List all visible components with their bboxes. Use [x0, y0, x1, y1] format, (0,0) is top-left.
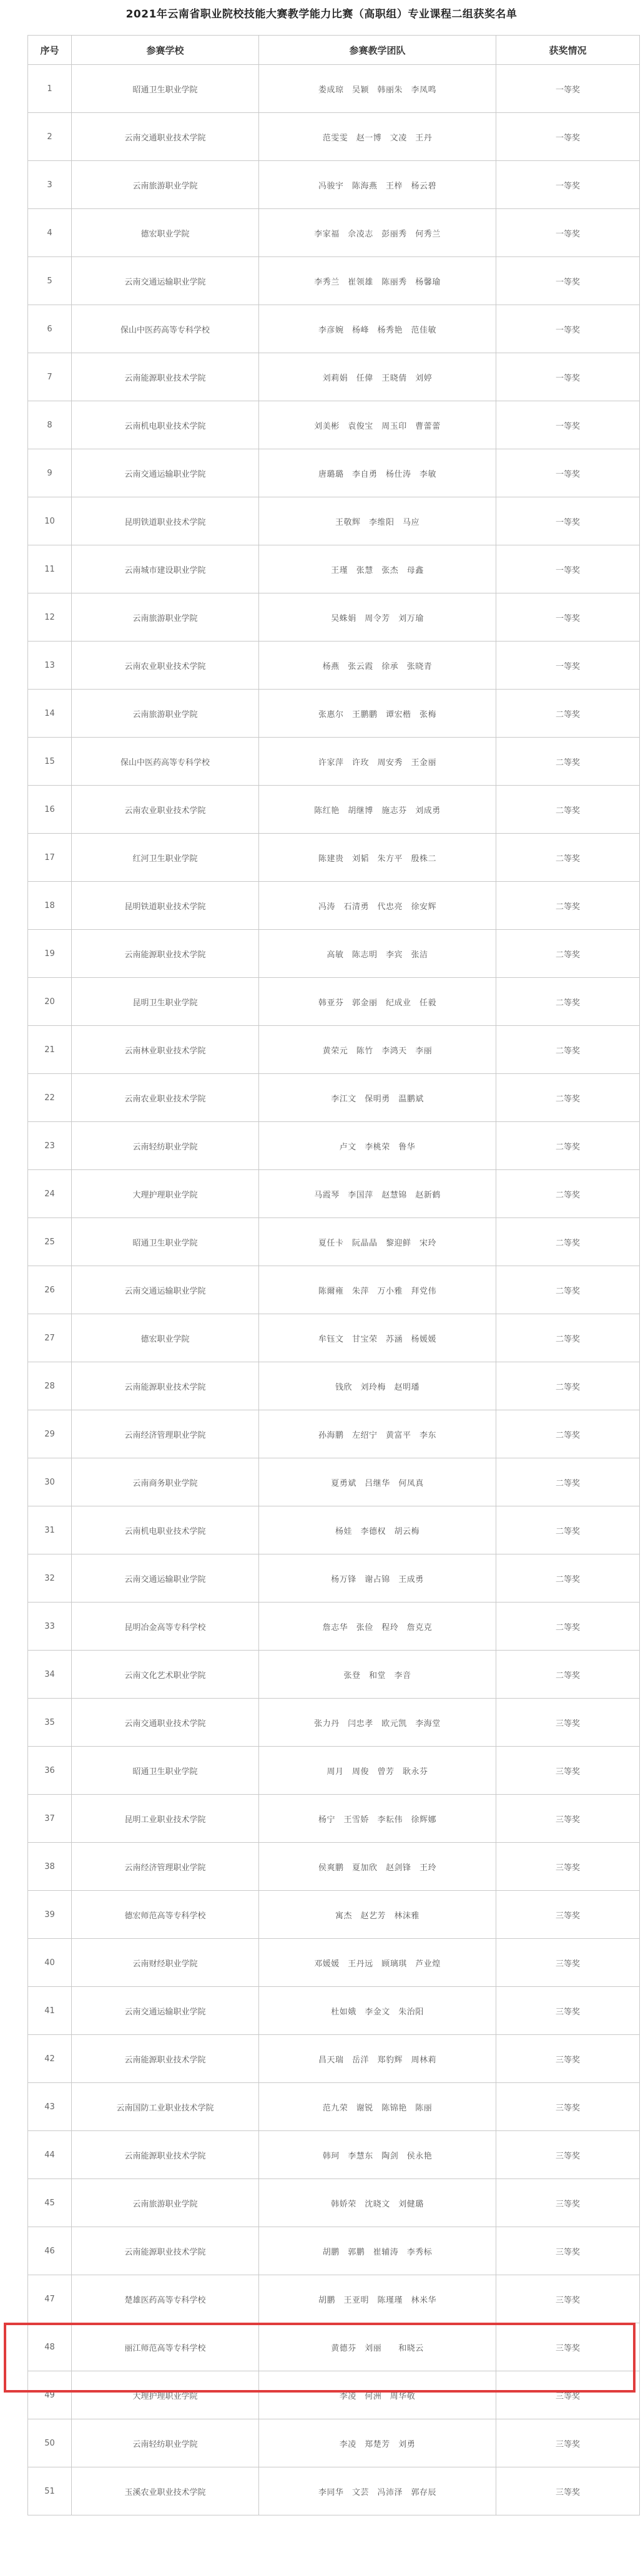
row-team: 王瑾 张慧 张杰 母鑫: [259, 545, 496, 593]
row-index: 13: [28, 642, 72, 690]
row-school: 昆明工业职业技术学院: [72, 1795, 259, 1843]
row-school: 云南机电职业技术学院: [72, 1506, 259, 1554]
row-school: 丽江师范高等专科学校: [72, 2323, 259, 2371]
row-index: 14: [28, 690, 72, 738]
row-school: 云南机电职业技术学院: [72, 401, 259, 449]
table-row: [28, 690, 640, 738]
row-index: 40: [28, 1939, 72, 1987]
row-team: 吴蛛娟 周令芳 刘万瑜: [259, 593, 496, 642]
row-school: 云南城市建设职业学院: [72, 545, 259, 593]
row-school: 云南能源职业技术学院: [72, 2227, 259, 2275]
table-row: [28, 786, 640, 834]
table-row: [28, 161, 640, 209]
row-index: 6: [28, 305, 72, 353]
row-index: 1: [28, 65, 72, 113]
row-team: 许家萍 许玫 周安秀 王金丽: [259, 738, 496, 786]
row-award: 三等奖: [496, 2419, 640, 2467]
row-school: 云南旅游职业学院: [72, 2179, 259, 2227]
table-row: [28, 1939, 640, 1987]
row-team: 刘美彬 袁俊宝 周玉印 曹蕾蕾: [259, 401, 496, 449]
row-index: 17: [28, 834, 72, 882]
row-award: 三等奖: [496, 1939, 640, 1987]
row-index: 50: [28, 2419, 72, 2467]
row-award: 二等奖: [496, 1026, 640, 1074]
row-team: 钱欣 刘玲梅 赵明璠: [259, 1362, 496, 1410]
table-row: [28, 2083, 640, 2131]
row-team: 杨燕 张云霞 徐承 张晓青: [259, 642, 496, 690]
table-row: [28, 1843, 640, 1891]
row-index: 22: [28, 1074, 72, 1122]
row-award: 一等奖: [496, 209, 640, 257]
row-award: 一等奖: [496, 161, 640, 209]
table-row: [28, 497, 640, 545]
table-row: [28, 2179, 640, 2227]
row-award: 三等奖: [496, 2083, 640, 2131]
row-team: 张登 和堂 李音: [259, 1651, 496, 1699]
table-row: [28, 209, 640, 257]
table-body: [28, 65, 640, 2515]
row-school: 云南交通职业技术学院: [72, 113, 259, 161]
row-award: 一等奖: [496, 353, 640, 401]
row-school: 德宏师范高等专科学校: [72, 1891, 259, 1939]
row-index: 4: [28, 209, 72, 257]
row-award: 二等奖: [496, 738, 640, 786]
page-title: 2021年云南省职业院校技能大赛教学能力比赛（高职组）专业课程二组获奖名单: [125, 8, 518, 21]
row-team: 侯爽鹏 夏加欣 赵剑锋 王玲: [259, 1843, 496, 1891]
row-school: 大理护理职业学院: [72, 2371, 259, 2419]
header-award: 获奖情况: [496, 36, 640, 65]
table-row: [28, 2227, 640, 2275]
row-school: 云南农业职业技术学院: [72, 786, 259, 834]
row-school: 云南旅游职业学院: [72, 161, 259, 209]
row-index: 20: [28, 978, 72, 1026]
row-award: 一等奖: [496, 497, 640, 545]
row-school: 玉溪农业职业技术学院: [72, 2467, 259, 2515]
row-school: 昭通卫生职业学院: [72, 1747, 259, 1795]
row-award: 一等奖: [496, 449, 640, 497]
row-award: 二等奖: [496, 1218, 640, 1266]
row-award: 二等奖: [496, 1603, 640, 1651]
row-award: 二等奖: [496, 1122, 640, 1170]
table-row: [28, 1554, 640, 1603]
row-award: 二等奖: [496, 1506, 640, 1554]
table-row: [28, 1122, 640, 1170]
row-award: 三等奖: [496, 2467, 640, 2515]
header-team: 参赛教学团队: [259, 36, 496, 65]
row-team: 王敬辉 李维阳 马应: [259, 497, 496, 545]
table-row: [28, 978, 640, 1026]
row-school: 德宏职业学院: [72, 1314, 259, 1362]
row-team: 周月 周俊 曾芳 耿永芬: [259, 1747, 496, 1795]
row-index: 30: [28, 1458, 72, 1506]
row-index: 10: [28, 497, 72, 545]
header-school: 参赛学校: [72, 36, 259, 65]
row-award: 三等奖: [496, 1891, 640, 1939]
table-row: [28, 1410, 640, 1458]
row-index: 46: [28, 2227, 72, 2275]
row-school: 云南能源职业技术学院: [72, 2035, 259, 2083]
row-index: 19: [28, 930, 72, 978]
row-index: 38: [28, 1843, 72, 1891]
row-team: 韩娇荣 沈晓文 刘健璐: [259, 2179, 496, 2227]
row-award: 一等奖: [496, 305, 640, 353]
row-school: 云南财经职业学院: [72, 1939, 259, 1987]
row-school: 云南能源职业技术学院: [72, 1362, 259, 1410]
row-school: 昆明卫生职业学院: [72, 978, 259, 1026]
row-award: 一等奖: [496, 113, 640, 161]
row-school: 云南交通运输职业学院: [72, 257, 259, 305]
row-award: 三等奖: [496, 2371, 640, 2419]
table-row: [28, 2371, 640, 2419]
row-team: 韩珂 李慧东 陶剑 侯永艳: [259, 2131, 496, 2179]
row-team: 范雯雯 赵一博 文凌 王丹: [259, 113, 496, 161]
row-index: 18: [28, 882, 72, 930]
table-row: [28, 305, 640, 353]
row-index: 21: [28, 1026, 72, 1074]
row-school: 云南交通运输职业学院: [72, 1554, 259, 1603]
table-row: [28, 2131, 640, 2179]
row-index: 8: [28, 401, 72, 449]
row-index: 3: [28, 161, 72, 209]
table-row: [28, 1699, 640, 1747]
table-row: [28, 2275, 640, 2323]
row-school: 云南交通运输职业学院: [72, 449, 259, 497]
row-index: 12: [28, 593, 72, 642]
table-row: [28, 1987, 640, 2035]
row-school: 昆明铁道职业技术学院: [72, 497, 259, 545]
row-team: 陈红艳 胡继博 施志芬 刘成勇: [259, 786, 496, 834]
row-team: 冯涛 石清勇 代忠亮 徐安辉: [259, 882, 496, 930]
row-award: 一等奖: [496, 257, 640, 305]
table-row: [28, 1314, 640, 1362]
row-school: 保山中医药高等专科学校: [72, 738, 259, 786]
row-award: 三等奖: [496, 1699, 640, 1747]
row-team: 胡鹏 郭鹏 崔辅涛 李秀标: [259, 2227, 496, 2275]
row-award: 三等奖: [496, 2131, 640, 2179]
row-index: 25: [28, 1218, 72, 1266]
row-team: 冯骏宇 陈海燕 王梓 杨云碧: [259, 161, 496, 209]
table-row: [28, 65, 640, 113]
row-award: 一等奖: [496, 642, 640, 690]
row-index: 36: [28, 1747, 72, 1795]
row-school: 云南林业职业技术学院: [72, 1026, 259, 1074]
table-row: [28, 1266, 640, 1314]
row-team: 邓媛媛 王丹远 顾璃琪 芦业煌: [259, 1939, 496, 1987]
table-header: [28, 36, 640, 65]
table-row: [28, 545, 640, 593]
table-row: [28, 2323, 640, 2371]
row-school: 云南交通运输职业学院: [72, 1266, 259, 1314]
row-team: 张惠尔 王鹏鹏 谭宏楷 张梅: [259, 690, 496, 738]
row-team: 杜如娥 李金文 朱治阳: [259, 1987, 496, 2035]
row-index: 48: [28, 2323, 72, 2371]
row-index: 7: [28, 353, 72, 401]
row-team: 孙海鹏 左绍宁 黄富平 李东: [259, 1410, 496, 1458]
table-row: [28, 2419, 640, 2467]
row-award: 二等奖: [496, 1362, 640, 1410]
row-school: 昆明铁道职业技术学院: [72, 882, 259, 930]
row-award: 二等奖: [496, 1554, 640, 1603]
row-team: 范九荣 谢锐 陈锦艳 陈丽: [259, 2083, 496, 2131]
row-index: 11: [28, 545, 72, 593]
row-school: 楚雄医药高等专科学校: [72, 2275, 259, 2323]
row-award: 三等奖: [496, 2035, 640, 2083]
row-index: 24: [28, 1170, 72, 1218]
row-index: 27: [28, 1314, 72, 1362]
table-row: [28, 834, 640, 882]
table-row: [28, 1074, 640, 1122]
row-index: 29: [28, 1410, 72, 1458]
row-team: 寓杰 赵艺芳 林沫雅: [259, 1891, 496, 1939]
row-team: 夏勇斌 吕继华 何凤真: [259, 1458, 496, 1506]
row-award: 二等奖: [496, 1410, 640, 1458]
row-team: 马霞琴 李国萍 赵慧锦 赵新鹤: [259, 1170, 496, 1218]
row-team: 唐璐璐 李自勇 杨仕涛 李敏: [259, 449, 496, 497]
row-team: 李凌 郑楚芳 刘勇: [259, 2419, 496, 2467]
row-team: 胡鹏 王亚明 陈瑾瑾 林米华: [259, 2275, 496, 2323]
row-school: 云南农业职业技术学院: [72, 1074, 259, 1122]
row-award: 二等奖: [496, 786, 640, 834]
table-row: [28, 1603, 640, 1651]
row-award: 三等奖: [496, 1987, 640, 2035]
row-school: 云南轻纺职业学院: [72, 2419, 259, 2467]
row-index: 42: [28, 2035, 72, 2083]
row-team: 陈爾雍 朱萍 万小雅 拜党伟: [259, 1266, 496, 1314]
row-index: 37: [28, 1795, 72, 1843]
row-team: 李同华 文芸 冯沛泽 郭存辰: [259, 2467, 496, 2515]
row-index: 39: [28, 1891, 72, 1939]
row-team: 夏任卡 阮晶晶 黎迎鲜 宋玲: [259, 1218, 496, 1266]
table-row: [28, 1170, 640, 1218]
row-team: 李秀兰 崔领雄 陈丽秀 杨馨瑜: [259, 257, 496, 305]
table-row: [28, 449, 640, 497]
row-team: 杨娃 李德权 胡云梅: [259, 1506, 496, 1554]
row-award: 三等奖: [496, 2227, 640, 2275]
row-index: 43: [28, 2083, 72, 2131]
table-row: [28, 738, 640, 786]
row-school: 大理护理职业学院: [72, 1170, 259, 1218]
row-school: 昆明冶金高等专科学校: [72, 1603, 259, 1651]
row-team: 黄德芬 刘丽 和晓云: [259, 2323, 496, 2371]
row-award: 二等奖: [496, 978, 640, 1026]
table-row: [28, 1218, 640, 1266]
table-row: [28, 1891, 640, 1939]
row-school: 昭通卫生职业学院: [72, 1218, 259, 1266]
row-school: 云南交通职业技术学院: [72, 1699, 259, 1747]
row-team: 刘莉娟 任偉 王晓倩 刘婷: [259, 353, 496, 401]
row-school: 云南旅游职业学院: [72, 690, 259, 738]
row-award: 二等奖: [496, 1458, 640, 1506]
row-index: 33: [28, 1603, 72, 1651]
row-award: 三等奖: [496, 2323, 640, 2371]
row-award: 二等奖: [496, 1314, 640, 1362]
row-award: 一等奖: [496, 593, 640, 642]
row-index: 15: [28, 738, 72, 786]
row-team: 李凌 何洲 周华敬: [259, 2371, 496, 2419]
row-index: 2: [28, 113, 72, 161]
row-index: 45: [28, 2179, 72, 2227]
row-school: 云南能源职业技术学院: [72, 353, 259, 401]
row-index: 49: [28, 2371, 72, 2419]
row-school: 云南能源职业技术学院: [72, 2131, 259, 2179]
row-award: 二等奖: [496, 1651, 640, 1699]
row-index: 47: [28, 2275, 72, 2323]
table-row: [28, 1458, 640, 1506]
row-team: 李家福 佘凌志 彭丽秀 何秀兰: [259, 209, 496, 257]
row-award: 三等奖: [496, 2275, 640, 2323]
row-school: 云南商务职业学院: [72, 1458, 259, 1506]
row-award: 二等奖: [496, 690, 640, 738]
row-index: 51: [28, 2467, 72, 2515]
row-school: 昭通卫生职业学院: [72, 65, 259, 113]
table-row: [28, 2467, 640, 2515]
row-team: 韩亚芬 郭金丽 纪成业 任毅: [259, 978, 496, 1026]
row-school: 云南轻纺职业学院: [72, 1122, 259, 1170]
row-index: 9: [28, 449, 72, 497]
row-school: 保山中医药高等专科学校: [72, 305, 259, 353]
row-team: 牟钰文 甘宝荣 苏涵 杨媛媛: [259, 1314, 496, 1362]
row-school: 云南农业职业技术学院: [72, 642, 259, 690]
table-row: [28, 401, 640, 449]
table-row: [28, 1795, 640, 1843]
row-award: 二等奖: [496, 1266, 640, 1314]
row-award: 三等奖: [496, 1843, 640, 1891]
row-award: 三等奖: [496, 2179, 640, 2227]
row-school: 红河卫生职业学院: [72, 834, 259, 882]
table-row: [28, 113, 640, 161]
row-award: 一等奖: [496, 401, 640, 449]
row-index: 32: [28, 1554, 72, 1603]
row-team: 昌天瑞 岳洋 郑豹辉 周林莉: [259, 2035, 496, 2083]
table-row: [28, 642, 640, 690]
table-row: [28, 1747, 640, 1795]
row-index: 28: [28, 1362, 72, 1410]
row-award: 三等奖: [496, 1747, 640, 1795]
table-row: [28, 2035, 640, 2083]
table-row: [28, 1026, 640, 1074]
row-index: 35: [28, 1699, 72, 1747]
row-team: 陈建贵 刘韬 朱方平 殷株二: [259, 834, 496, 882]
table-row: [28, 593, 640, 642]
row-team: 张力丹 闫忠孝 欧元凯 李海堂: [259, 1699, 496, 1747]
table-row: [28, 1651, 640, 1699]
row-team: 卢文 李桃荣 鲁华: [259, 1122, 496, 1170]
header-row: [28, 36, 640, 65]
row-index: 16: [28, 786, 72, 834]
row-award: 二等奖: [496, 834, 640, 882]
row-index: 26: [28, 1266, 72, 1314]
row-team: 杨万锋 谢占锦 王成勇: [259, 1554, 496, 1603]
row-team: 詹志华 张俭 程玲 詹克克: [259, 1603, 496, 1651]
row-index: 5: [28, 257, 72, 305]
table-row: [28, 1362, 640, 1410]
row-school: 德宏职业学院: [72, 209, 259, 257]
row-team: 黄荣元 陈竹 李鸿天 李丽: [259, 1026, 496, 1074]
row-index: 23: [28, 1122, 72, 1170]
row-school: 云南旅游职业学院: [72, 593, 259, 642]
row-team: 高敏 陈志明 李宾 张洁: [259, 930, 496, 978]
row-school: 云南交通运输职业学院: [72, 1987, 259, 2035]
header-index: 序号: [28, 36, 72, 65]
table-row: [28, 882, 640, 930]
row-school: 云南能源职业技术学院: [72, 930, 259, 978]
row-award: 一等奖: [496, 65, 640, 113]
row-team: 李江文 保明勇 温鹏斌: [259, 1074, 496, 1122]
award-table: [27, 35, 640, 2515]
row-team: 杨宁 王雪娇 李耘伟 徐辉娜: [259, 1795, 496, 1843]
row-school: 云南国防工业职业技术学院: [72, 2083, 259, 2131]
row-team: 娄成琼 吴颖 韩丽朱 李凤鸣: [259, 65, 496, 113]
table-row: [28, 1506, 640, 1554]
row-index: 34: [28, 1651, 72, 1699]
table-row: [28, 257, 640, 305]
table-row: [28, 353, 640, 401]
row-award: 二等奖: [496, 1074, 640, 1122]
row-award: 二等奖: [496, 930, 640, 978]
row-index: 31: [28, 1506, 72, 1554]
row-school: 云南文化艺术职业学院: [72, 1651, 259, 1699]
row-school: 云南经济管理职业学院: [72, 1410, 259, 1458]
row-award: 一等奖: [496, 545, 640, 593]
row-award: 三等奖: [496, 1795, 640, 1843]
row-index: 41: [28, 1987, 72, 2035]
row-team: 李彦婉 杨峰 杨秀艳 范佳敏: [259, 305, 496, 353]
row-school: 云南经济管理职业学院: [72, 1843, 259, 1891]
row-award: 二等奖: [496, 882, 640, 930]
row-index: 44: [28, 2131, 72, 2179]
table-row: [28, 930, 640, 978]
row-award: 二等奖: [496, 1170, 640, 1218]
